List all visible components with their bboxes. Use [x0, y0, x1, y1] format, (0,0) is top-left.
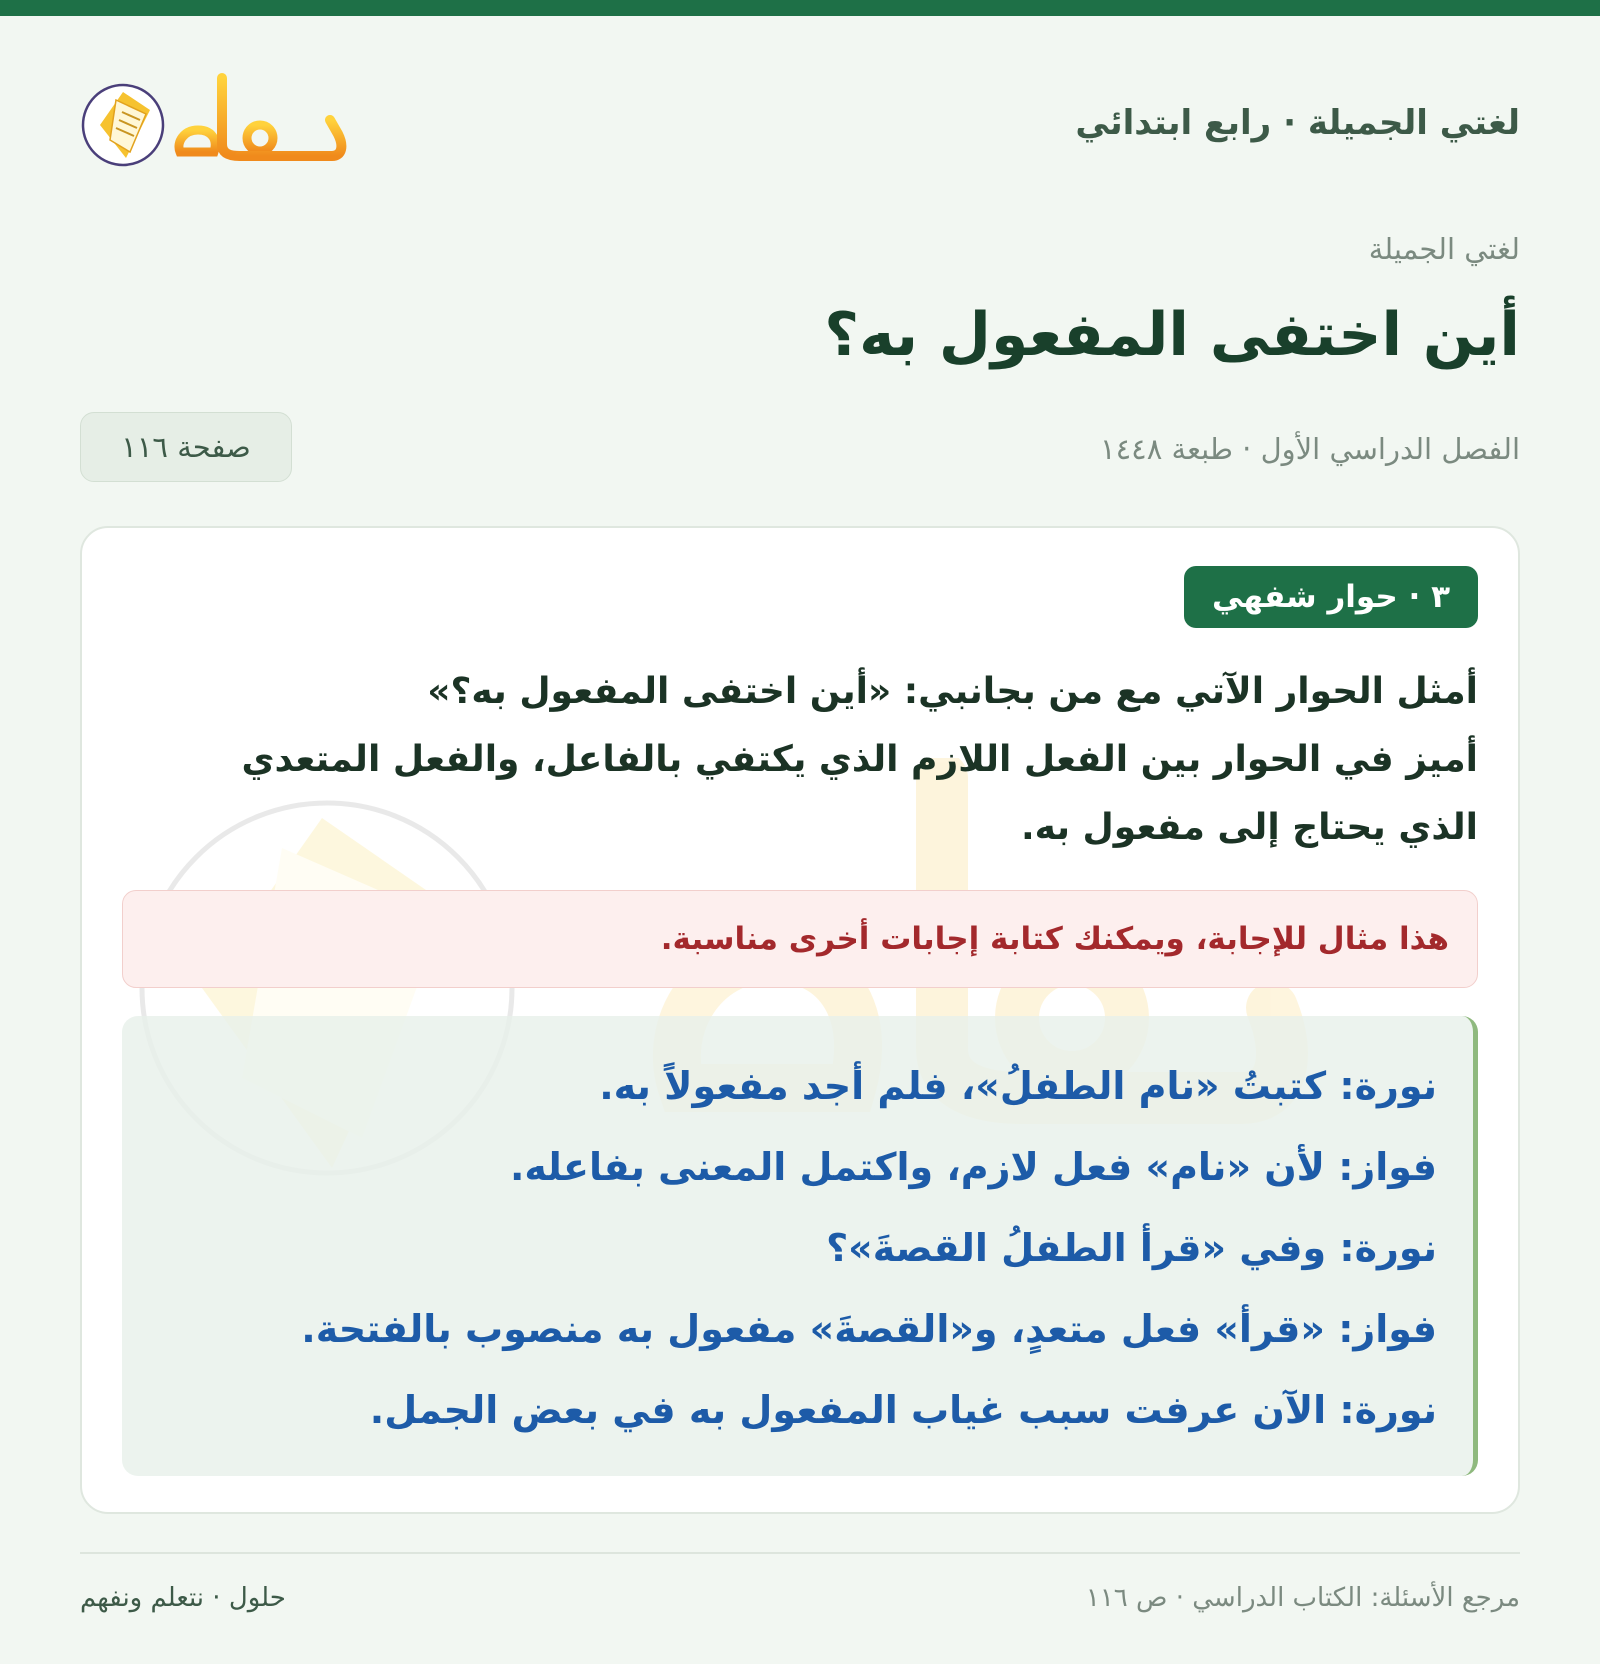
breadcrumb[interactable]: لغتي الجميلة	[1368, 232, 1520, 266]
logo-mark-icon	[80, 70, 370, 180]
answer-line: نورة: كتبتُ «نام الطفلُ»، فلم أجد مفعولاً به.	[599, 1064, 1437, 1108]
answer-line: فواز: «قرأ» فعل متعدٍ، و«القصةَ» مفعول به منصوب بالفتحة.	[301, 1307, 1437, 1351]
footer-brand[interactable]: حلول · نتعلم ونفهم	[80, 1583, 286, 1613]
answer-line: نورة: الآن عرفت سبب غياب المفعول به في بعض الجمل.	[369, 1388, 1437, 1432]
footer-divider	[80, 1552, 1520, 1554]
answer-line: فواز: لأن «نام» فعل لازم، واكتمل المعنى بفاعله.	[510, 1145, 1437, 1189]
page-title: أين اختفى المفعول به؟	[824, 300, 1520, 370]
question-line: أميز في الحوار بين الفعل اللازم الذي يكتفي بالفاعل، والفعل المتعدي	[241, 739, 1478, 780]
question-card	[80, 526, 1520, 1514]
header-title: لغتي الجميلة · رابع ابتدائي	[1075, 103, 1520, 143]
question-text	[118, 658, 1478, 862]
page-number-badge: صفحة ١١٦	[80, 412, 292, 482]
footer-reference: مرجع الأسئلة: الكتاب الدراسي · ص ١١٦	[1085, 1583, 1520, 1613]
semester-edition-meta: الفصل الدراسي الأول · طبعة ١٤٤٨	[1100, 432, 1520, 466]
question-line: أمثل الحوار الآتي مع من بجانبي: «أين اختفى المفعول به؟»	[427, 671, 1478, 712]
section-chip: ٣ · حوار شفهي	[1184, 566, 1478, 628]
answer-box	[122, 1016, 1478, 1476]
site-logo[interactable]	[80, 70, 370, 180]
answer-hint-note: هذا مثال للإجابة، ويمكنك كتابة إجابات أخرى مناسبة.	[122, 890, 1478, 988]
answer-line: نورة: وفي «قرأ الطفلُ القصةَ»؟	[826, 1226, 1437, 1270]
question-line: الذي يحتاج إلى مفعول به.	[1020, 807, 1478, 848]
site-header	[80, 70, 1520, 180]
top-accent-bar	[0, 0, 1600, 16]
